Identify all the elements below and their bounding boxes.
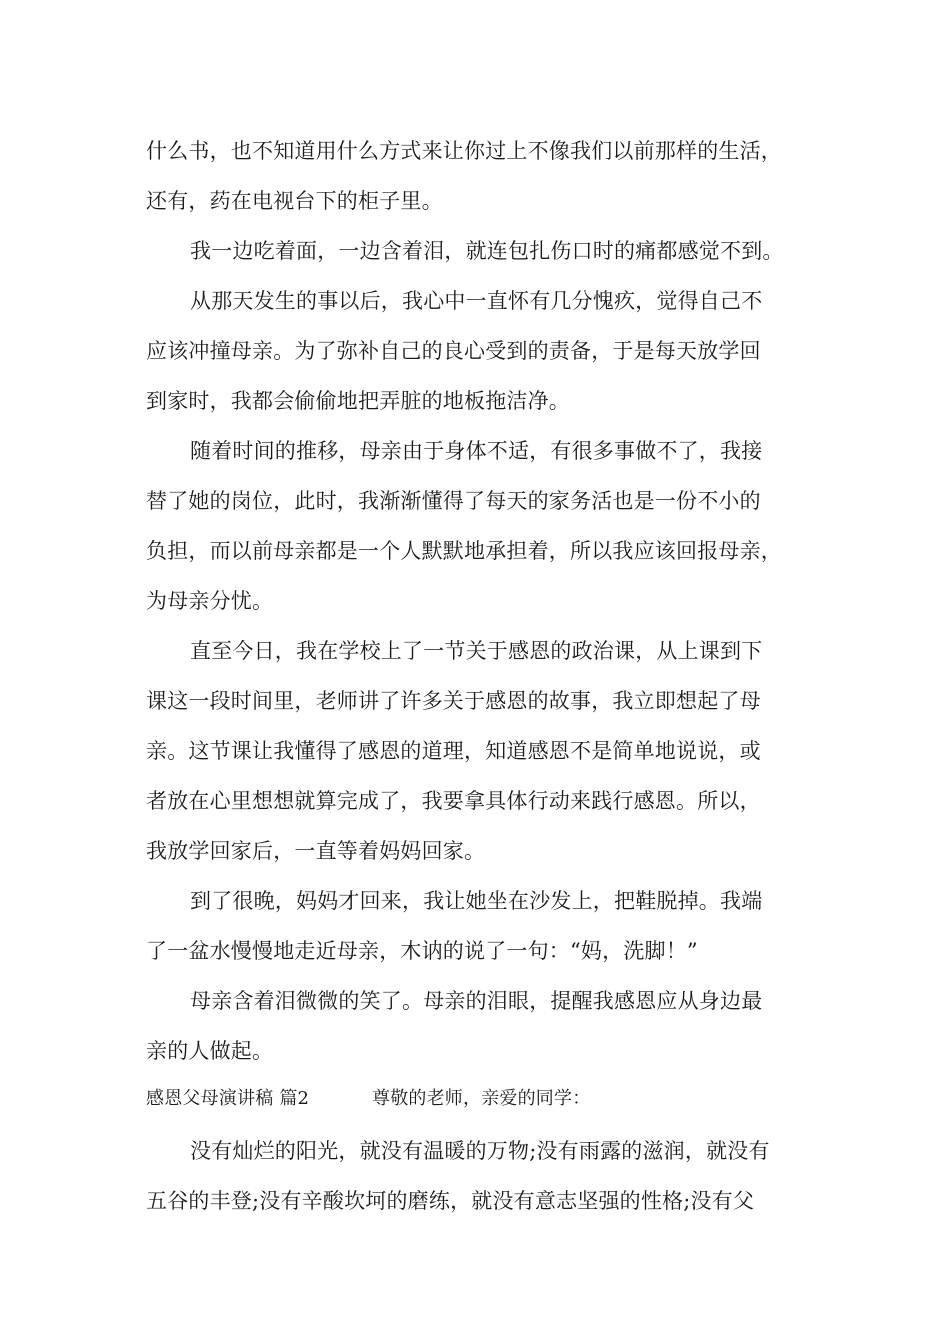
paragraph-line: 我一边吃着面，一边含着泪，就连包扎伤口时的痛都感觉不到。 (190, 239, 784, 263)
paragraph-line: 者放在心里想想就算完成了，我要拿具体行动来践行感恩。所以， (146, 789, 761, 813)
paragraph-line: 课这一段时间里，老师讲了许多关于感恩的故事，我立即想起了母 (146, 689, 761, 713)
paragraph-line: 随着时间的推移，母亲由于身体不适，有很多事做不了，我接 (190, 439, 763, 463)
paragraph-line: 母亲含着泪微微的笑了。母亲的泪眼，提醒我感恩应从身边最 (190, 989, 763, 1013)
paragraph-line: 直至今日，我在学校上了一节关于感恩的政治课，从上课到下 (190, 639, 763, 663)
paragraph-line: 从那天发生的事以后，我心中一直怀有几分愧疚，觉得自己不 (190, 289, 763, 313)
paragraph-line: 五谷的丰登;没有辛酸坎坷的磨练，就没有意志坚强的性格;没有父 (146, 1189, 755, 1213)
paragraph-line: 没有灿烂的阳光，就没有温暖的万物;没有雨露的滋润，就没有 (190, 1139, 770, 1163)
greeting-line: 尊敬的老师，亲爱的同学： (372, 1088, 591, 1109)
paragraph-line: 什么书，也不知道用什么方式来让你过上不像我们以前那样的生活， (146, 139, 782, 163)
paragraph-line: 应该冲撞母亲。为了弥补自己的良心受到的责备，于是每天放学回 (146, 339, 761, 363)
paragraph-line: 到了很晚，妈妈才回来，我让她坐在沙发上，把鞋脱掉。我端 (190, 889, 763, 913)
paragraph-line: 为母亲分忧。 (146, 589, 274, 613)
section-heading: 感恩父母演讲稿 篇2 (146, 1088, 310, 1109)
paragraph-line: 还有，药在电视台下的柜子里。 (146, 189, 443, 213)
paragraph-line: 了一盆水慢慢地走近母亲，木讷的说了一句：“妈，洗脚！” (146, 939, 698, 963)
paragraph-line: 负担，而以前母亲都是一个人默默地承担着，所以我应该回报母亲， (146, 539, 782, 563)
paragraph-line: 我放学回家后，一直等着妈妈回家。 (146, 839, 486, 863)
paragraph-line: 到家时，我都会偷偷地把弄脏的地板拖洁净。 (146, 389, 570, 413)
paragraph-line: 亲的人做起。 (146, 1039, 274, 1063)
paragraph-line: 亲。这节课让我懂得了感恩的道理，知道感恩不是简单地说说，或 (146, 739, 761, 763)
paragraph-line: 替了她的岗位，此时，我渐渐懂得了每天的家务活也是一份不小的 (146, 489, 761, 513)
